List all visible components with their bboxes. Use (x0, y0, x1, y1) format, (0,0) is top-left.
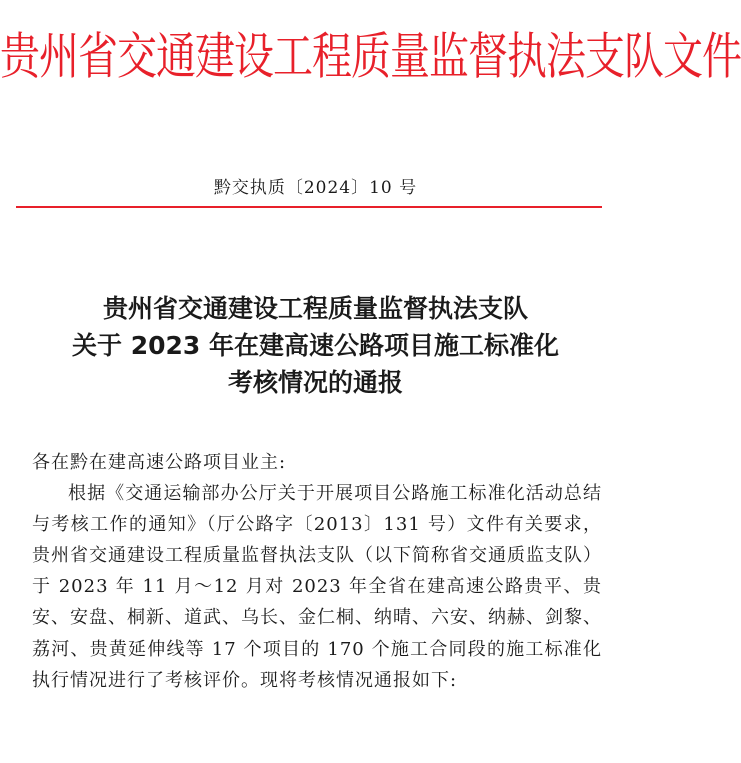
body-paragraph: 根据《交通运输部办公厅关于开展项目公路施工标准化活动总结与考核工作的通知》（厅公路字〔2013〕131 号）文件有关要求，贵州省交通建设工程质量监督执法支队（以下简称省交通质监支队）于 2023 年 11 月～12 月对 2023 年全省在建高速公路贵平、贵安、安盘、桐新、道武、乌长、金仁桐、纳晴、六安、纳赫、剑黎、荔河、贵黄延伸线等 17 个项目的 170 个施工合同段的施工标准化执行情况进行了考核评价。现将考核情况通报如下: (32, 483, 602, 691)
salutation: 各在黔在建高速公路项目业主: (32, 452, 287, 473)
title-line-3: 考核情况的通报 (227, 368, 403, 397)
document-body (32, 447, 602, 696)
document-number: 黔交执质〔2024〕10 号 (213, 178, 418, 198)
issuer-header: 贵州省交通建设工程质量监督执法支队文件 (0, 28, 741, 86)
title-line-2: 关于 2023 年在建高速公路项目施工标准化 (72, 331, 559, 360)
red-divider-line (16, 206, 602, 208)
document-title (0, 290, 631, 401)
title-line-1: 贵州省交通建设工程质量监督执法支队 (102, 294, 528, 323)
